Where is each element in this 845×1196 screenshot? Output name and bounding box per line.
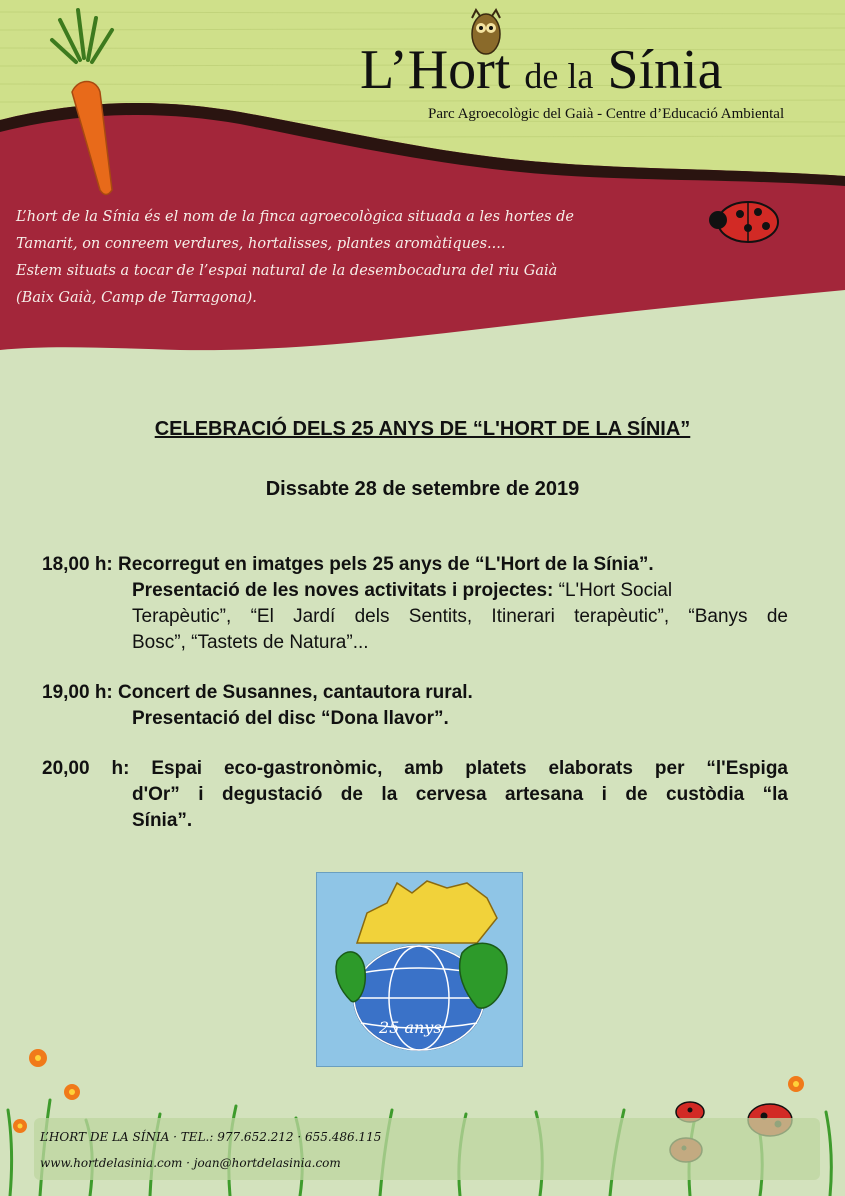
anniversary-logo — [316, 872, 523, 1067]
intro-line: (Baix Gaià, Camp de Tarragona). — [16, 290, 257, 306]
brand-subtitle: Parc Agroecològic del Gaià - Centre d’Educació Ambiental — [428, 106, 785, 122]
logo-label: 25 anys — [379, 1018, 442, 1037]
brand-title-a: L’Hort — [360, 39, 511, 101]
schedule-item — [42, 756, 788, 834]
footer-panel — [34, 1118, 820, 1180]
schedule-item-line: 19,00 h: Concert de Susannes, cantautora rural. — [42, 682, 473, 703]
intro-line: Estem situats a tocar de l’espai natural de la desembocadura del riu Gaià — [16, 263, 558, 279]
schedule-item-line: Sínia”. — [132, 810, 193, 831]
intro-line: Tamarit, on conreem verdures, hortalisses, plantes aromàtiques.... — [16, 236, 506, 252]
schedule-item-emphasis: Presentació de les noves activitats i projectes: — [132, 580, 554, 601]
brand-title-c: Sínia — [607, 39, 723, 101]
schedule-item-text: “L'Hort Social — [553, 580, 673, 601]
footer-contact: L’HORT DE LA SÍNIA · TEL.: 977.652.212 · 655.486.115 — [40, 1130, 382, 1144]
schedule-item-line: 20,00 h: Espai eco-gastronòmic, amb platets elaborats per “l'Espiga — [42, 758, 788, 779]
schedule-item-line — [42, 578, 788, 604]
schedule-item-line: d'Or” i degustació de la cervesa artesana i de custòdia “la — [132, 784, 788, 805]
schedule-item — [42, 552, 788, 656]
schedule-item-line: Bosc”, “Tastets de Natura”... — [132, 632, 369, 653]
globe-icon — [317, 873, 522, 1066]
schedule — [42, 552, 788, 858]
brand — [360, 39, 830, 122]
intro-text — [16, 204, 576, 312]
footer-web: www.hortdelasinia.com · joan@hortdelasinia.com — [40, 1156, 341, 1170]
brand-title-b: de la — [524, 56, 594, 96]
intro-line: L’hort de la Sínia és el nom de la finca agroecològica situada a les hortes de — [16, 209, 574, 225]
event-title: CELEBRACIÓ DELS 25 ANYS DE “L'HORT DE LA SÍNIA” — [154, 418, 691, 440]
schedule-item-line: 18,00 h: Recorregut en imatges pels 25 anys de “L'Hort de la Sínia”. — [42, 554, 654, 575]
schedule-item-line: Presentació del disc “Dona llavor”. — [132, 708, 449, 729]
event-date: Dissabte 28 de setembre de 2019 — [265, 478, 580, 500]
schedule-item-line: Terapèutic”, “El Jardí dels Sentits, Itinerari terapèutic”, “Banys de — [132, 606, 788, 627]
brand-title — [360, 40, 830, 106]
schedule-item — [42, 680, 788, 732]
